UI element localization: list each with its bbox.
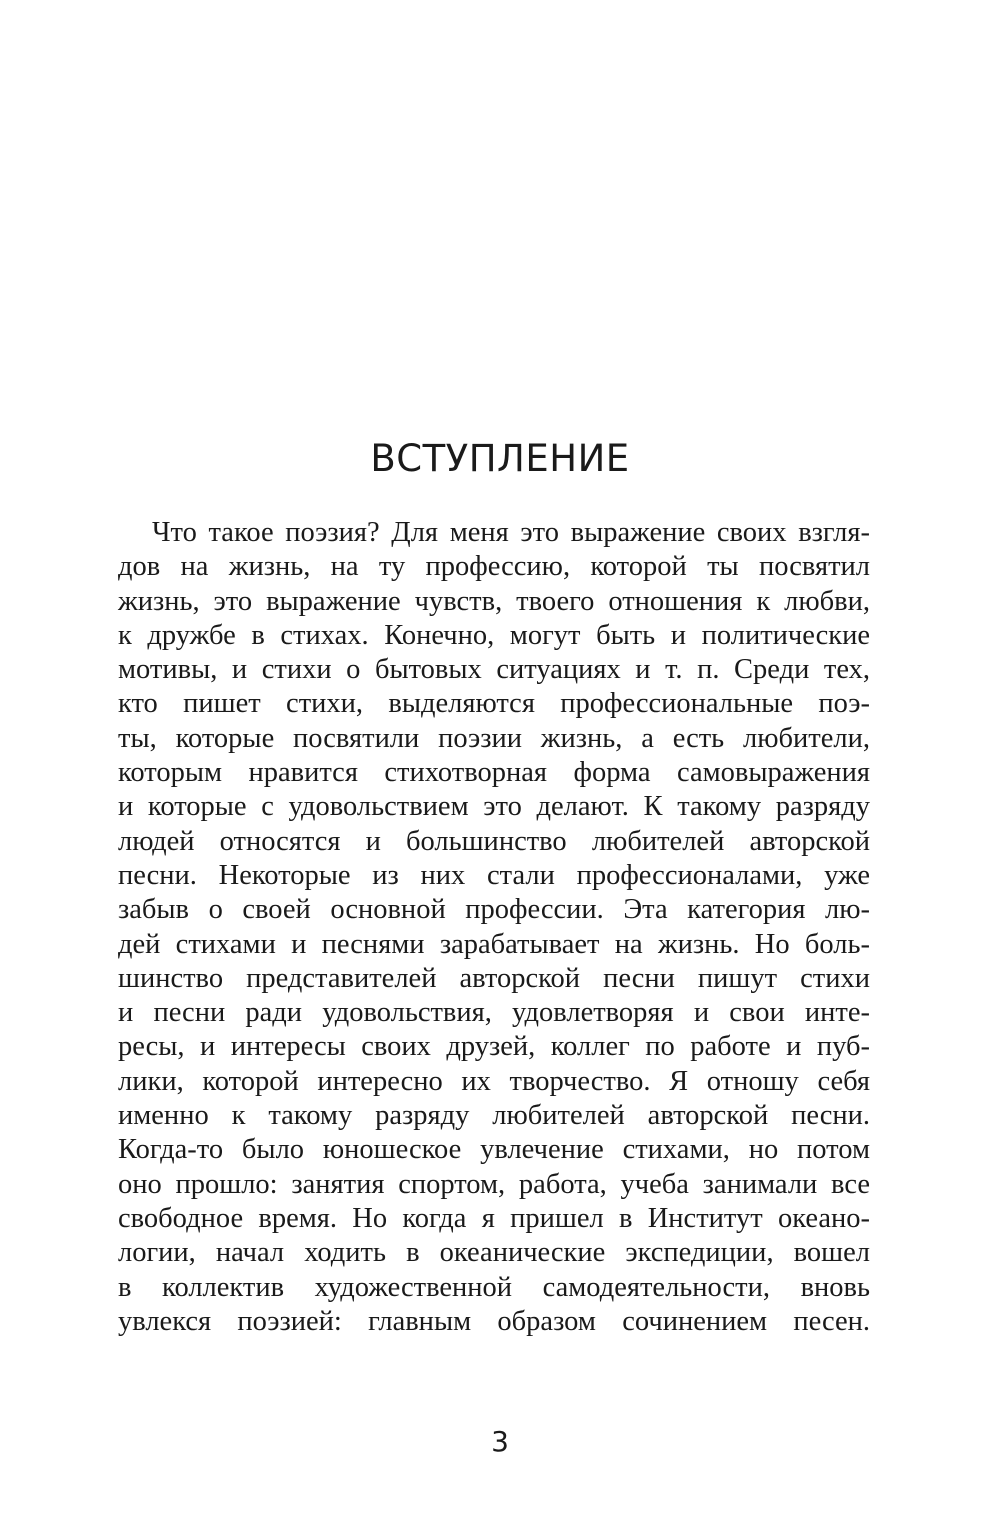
text-line: ты, которые посвятили поэзии жизнь, а есть любители, bbox=[118, 722, 870, 754]
text-line: забыв о своей основной профессии. Эта категория лю- bbox=[118, 894, 870, 926]
text-line: людей относятся и большинство любителей авторской bbox=[118, 825, 870, 857]
text-line: дов на жизнь, на ту профессию, которой ты посвятил bbox=[118, 551, 870, 583]
text-line: шинство представителей авторской песни пишут стихи bbox=[118, 962, 870, 994]
text-line: именно к такому разряду любителей авторской песни. bbox=[118, 1100, 870, 1132]
text-line: Что такое поэзия? Для меня это выражение своих взгля- bbox=[152, 517, 870, 548]
body-paragraph bbox=[118, 516, 870, 1339]
text-line: свободное время. Но когда я пришел в Институт океано- bbox=[118, 1202, 870, 1234]
text-line: Когда-то было юношеское увлечение стихами, но потом bbox=[118, 1134, 870, 1166]
text-line: ресы, и интересы своих друзей, коллег по работе и пуб- bbox=[118, 1031, 870, 1063]
text-line: и песни ради удовольствия, удовлетворяя и свои инте- bbox=[118, 997, 870, 1029]
text-line: оно прошло: занятия спортом, работа, учеба занимали все bbox=[118, 1168, 870, 1200]
text-line: дей стихами и песнями зарабатывает на жизнь. Но боль- bbox=[118, 928, 870, 960]
text-line: кто пишет стихи, выделяются профессиональные поэ- bbox=[118, 688, 870, 720]
text-line: в коллектив художественной самодеятельности, вновь bbox=[118, 1271, 870, 1303]
text-line: лики, которой интересно их творчество. Я отношу себя bbox=[118, 1065, 870, 1097]
text-line: жизнь, это выражение чувств, твоего отношения к любви, bbox=[118, 585, 870, 617]
text-line: которым нравится стихотворная форма самовыражения bbox=[118, 757, 870, 789]
text-line: песни. Некоторые из них стали профессионалами, уже bbox=[118, 859, 870, 891]
chapter-heading: ВСТУПЛЕНИЕ bbox=[370, 437, 630, 480]
text-line: мотивы, и стихи о бытовых ситуациях и т. п. Среди тех, bbox=[118, 654, 870, 686]
page-number: 3 bbox=[491, 1425, 509, 1458]
text-line: логии, начал ходить в океанические экспедиции, вошел bbox=[118, 1237, 870, 1269]
text-line: увлекся поэзией: главным образом сочинением песен. bbox=[118, 1305, 870, 1337]
text-line: и которые с удовольствием это делают. К такому разряду bbox=[118, 791, 870, 823]
text-line: к дружбе в стихах. Конечно, могут быть и политические bbox=[118, 619, 870, 651]
